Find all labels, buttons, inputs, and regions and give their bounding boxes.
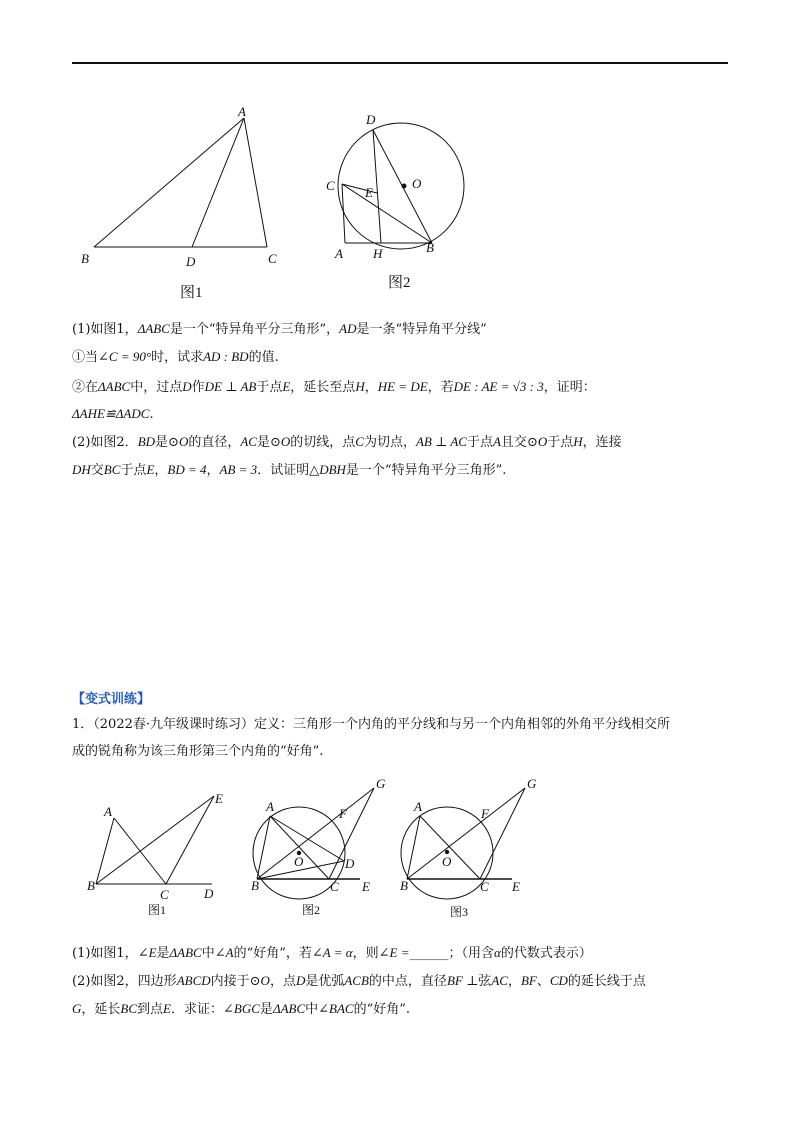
- segment-cb: [342, 184, 432, 243]
- top-figure-2: [325, 100, 485, 300]
- label-g: G: [527, 776, 537, 791]
- label-o: O: [412, 176, 422, 191]
- label-c: C: [480, 879, 489, 894]
- problem-part1-q2-cont: ΔAHE≌ΔADC.: [72, 406, 154, 422]
- label-f: F: [481, 806, 489, 821]
- label-f: F: [339, 806, 347, 821]
- label-d: D: [366, 112, 376, 127]
- problem-part2-line2: DH交BC于点E，BD = 4，AB = 3．试证明△DBH是一个“特异角平分三角形”.: [72, 462, 507, 478]
- label-h: H: [373, 246, 383, 261]
- segment-bg: [407, 788, 525, 879]
- label-d: D: [186, 254, 196, 269]
- segment-ab: [407, 816, 420, 879]
- section-heading: 【变式训练】: [72, 692, 151, 707]
- segment-ad: [192, 118, 244, 247]
- label-o: O: [442, 854, 452, 869]
- label-a: A: [335, 246, 343, 261]
- label-a: A: [266, 799, 274, 814]
- top-figure-1: [78, 100, 288, 300]
- segment-bg: [257, 788, 374, 879]
- segment-cg: [480, 788, 525, 879]
- segment-ad: [270, 816, 344, 861]
- variant-q2-line1: (2)如图2，四边形ABCD内接于⊙O，点D是优弧ACB的中点，直径BF ⊥弦AC，BF、CD的延长线于点: [72, 973, 646, 989]
- problem-part1-intro: (1)如图1，ΔABC是一个“特异角平分三角形”，AD是一条“特异角平分线”: [72, 321, 487, 337]
- variant-intro-line2: 成的锐角称为该三角形第三个内角的“好角”.: [72, 744, 324, 759]
- variant-q2-line2: G，延长BC到点E．求证：∠BGC是ΔABC中∠BAC的“好角”.: [72, 1001, 411, 1017]
- segment-ac: [420, 816, 480, 879]
- figure-caption: 图1: [180, 285, 203, 300]
- label-b: B: [426, 240, 434, 255]
- answer-blank: ______: [409, 946, 449, 961]
- figure-caption: 图2: [388, 275, 411, 291]
- variant-figure-3: [394, 776, 544, 922]
- label-c: C: [326, 178, 335, 193]
- label-c: C: [330, 879, 339, 894]
- header-rule: [72, 62, 728, 64]
- label-b: B: [251, 878, 259, 893]
- label-b: B: [87, 878, 95, 893]
- label-e: E: [365, 185, 373, 200]
- label-d: D: [345, 856, 355, 871]
- label-c: C: [268, 251, 277, 266]
- label-c: C: [160, 887, 169, 902]
- figure-caption: 图1: [148, 903, 167, 917]
- segment-ac: [244, 118, 267, 247]
- segment-ce: [166, 796, 214, 884]
- label-e: E: [215, 791, 223, 806]
- figure-caption: 图3: [450, 905, 469, 919]
- circle-o: [338, 123, 464, 249]
- label-a: A: [238, 104, 246, 119]
- label-a: A: [414, 799, 422, 814]
- label-e: E: [512, 879, 520, 894]
- label-d: D: [204, 886, 214, 901]
- segment-ac: [270, 816, 329, 879]
- segment-ab: [94, 118, 244, 247]
- label-g: G: [376, 776, 386, 791]
- figure-caption: 图2: [302, 903, 321, 917]
- problem-part1-q2: ②在ΔABC中，过点D作DE ⊥ AB于点E，延长至点H，HE = DE，若DE : AE = √3 : 3，证明：: [72, 379, 596, 395]
- label-b: B: [400, 878, 408, 893]
- label-b: B: [81, 251, 89, 266]
- problem-part1-q1: ①当∠C = 90°时，试求AD : BD的值.: [72, 349, 279, 365]
- variant-q1: (1)如图1，∠E是ΔABC中∠A的“好角”，若∠A = α，则∠E =______；（用含α的代数式表示）: [72, 945, 592, 961]
- segment-dh: [373, 130, 381, 243]
- segment-ab: [257, 816, 270, 879]
- label-e: E: [362, 879, 370, 894]
- label-o: O: [294, 854, 304, 869]
- segment-ab: [96, 818, 114, 884]
- variant-figure-1: [84, 790, 234, 920]
- problem-part2-line1: (2)如图2．BD是⊙O的直径，AC是⊙O的切线，点C为切点，AB ⊥ AC于点A且交⊙O于点H，连接: [72, 434, 622, 450]
- label-a: A: [104, 804, 112, 819]
- variant-figure-2: [246, 776, 396, 922]
- variant-intro-line1: 1．（2022春·九年级课时练习）定义：三角形一个内角的平分线和与另一个内角相邻的外角平分线相交所: [72, 717, 670, 732]
- center-point: [402, 184, 407, 189]
